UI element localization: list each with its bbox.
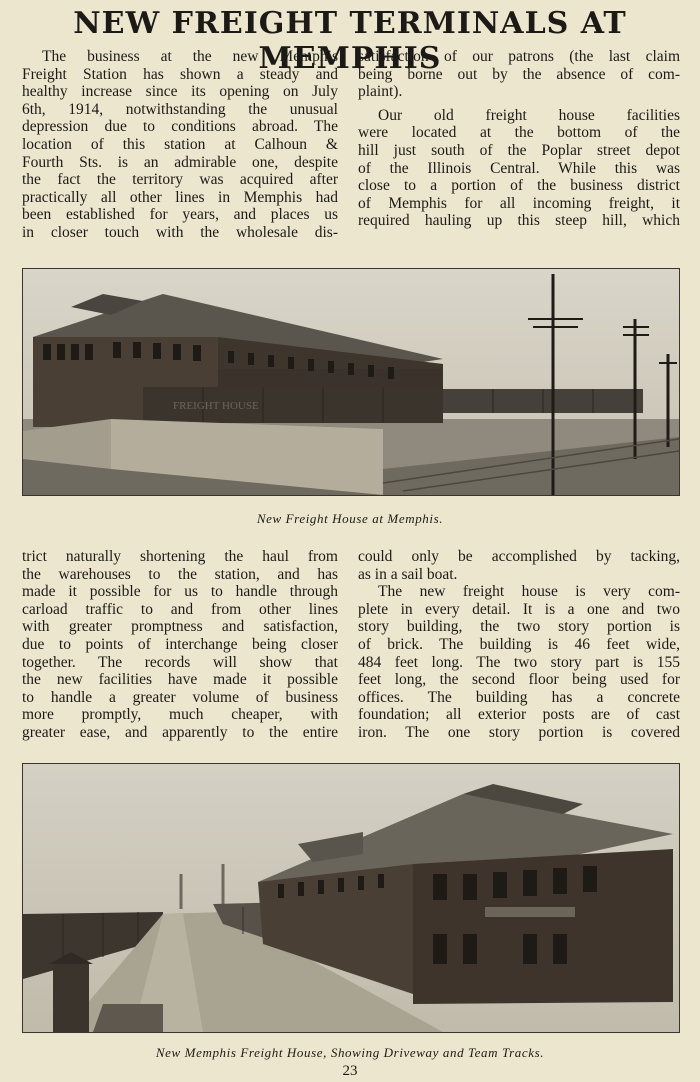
text-line: with greater promptness and satisfaction, xyxy=(22,618,338,636)
text-line: foundation; all exterior posts are of cast xyxy=(358,706,680,724)
text-line: healthy increase since its opening on July xyxy=(22,83,338,101)
photo-caption-1: New Freight House at Memphis. xyxy=(256,511,444,526)
text-line: carload traffic to and from other lines xyxy=(22,600,338,618)
text-line: trict naturally shortening the haul from xyxy=(22,548,338,565)
text-line: the new facilities have made it possible xyxy=(22,671,338,689)
page-number: 23 xyxy=(342,1063,358,1079)
text-line: plete in every detail. It is a one and two xyxy=(358,600,680,618)
column-2-top-right xyxy=(358,48,680,230)
column-4-bottom-right xyxy=(358,548,680,742)
freight-house-illustration xyxy=(23,269,679,495)
text-line: practically all other lines in Memphis had xyxy=(22,188,338,206)
text-line: being borne out by the absence of com- xyxy=(358,65,680,83)
text-line: of brick. The building is 46 feet wide, xyxy=(358,635,680,653)
driveway-illustration xyxy=(23,764,679,1032)
text-line: The business at the new Memphis xyxy=(42,48,338,65)
text-line: could only be accomplished by tacking, xyxy=(358,548,680,565)
text-line: of the Illinois Central. While this was xyxy=(358,159,680,177)
text-line: iron. The one story portion is covered xyxy=(358,723,680,741)
text-line: of Memphis for all incoming freight, it xyxy=(358,194,680,212)
text-line: The new freight house is very com- xyxy=(378,583,680,601)
text-line: Our old freight house facilities xyxy=(378,106,680,124)
text-line: close to a portion of the business district xyxy=(358,177,680,195)
text-line: depression due to conditions abroad. The xyxy=(22,118,338,136)
text-line: in closer touch with the wholesale dis- xyxy=(22,223,338,241)
text-line: as in a sail boat. xyxy=(358,565,458,583)
text-line: due to points of interchange being closer xyxy=(22,635,338,653)
photo-driveway-and-team-tracks xyxy=(22,763,680,1033)
text-line: required hauling up this steep hill, which xyxy=(358,212,680,230)
text-line: satisfaction of our patrons (the last claim xyxy=(358,48,680,65)
photo-caption-2: New Memphis Freight House, Showing Driveway and Team Tracks. xyxy=(155,1045,545,1060)
text-line: plaint). xyxy=(358,83,403,101)
text-line: the fact the territory was acquired after xyxy=(22,171,338,189)
text-line: hill just south of the Poplar street depot xyxy=(358,141,680,159)
photo-freight-house-exterior xyxy=(22,268,680,496)
text-line: been established for years, and places us xyxy=(22,206,338,224)
text-line: Freight Station has shown a steady and xyxy=(22,65,338,83)
text-line: location of this station at Calhoun & xyxy=(22,135,338,153)
text-line: were located at the bottom of the xyxy=(358,124,680,142)
text-line: together. The records will show that xyxy=(22,653,338,671)
text-line: the warehouses to the station, and has xyxy=(22,565,338,583)
article-title: NEW FREIGHT TERMINALS AT MEMPHIS xyxy=(73,6,627,76)
column-1-top-left xyxy=(22,48,338,242)
text-line: offices. The building has a concrete xyxy=(358,688,680,706)
text-line: story building, the two story portion is xyxy=(358,618,680,636)
text-line: 484 feet long. The two story part is 155 xyxy=(358,653,680,671)
text-line: feet long, the second floor being used for xyxy=(358,671,680,689)
text-line: Fourth Sts. is an admirable one, despite xyxy=(22,153,338,171)
building-sign-text: FREIGHT HOUSE xyxy=(173,400,259,412)
text-line: more promptly, much cheaper, with xyxy=(22,706,338,724)
text-line: made it possible for us to handle through xyxy=(22,583,338,601)
text-line: greater ease, and apparently to the entire xyxy=(22,723,338,741)
text-line: 6th, 1914, notwithstanding the unusual xyxy=(22,100,338,118)
text-line: to handle a greater volume of business xyxy=(22,688,338,706)
column-3-bottom-left xyxy=(22,548,338,742)
